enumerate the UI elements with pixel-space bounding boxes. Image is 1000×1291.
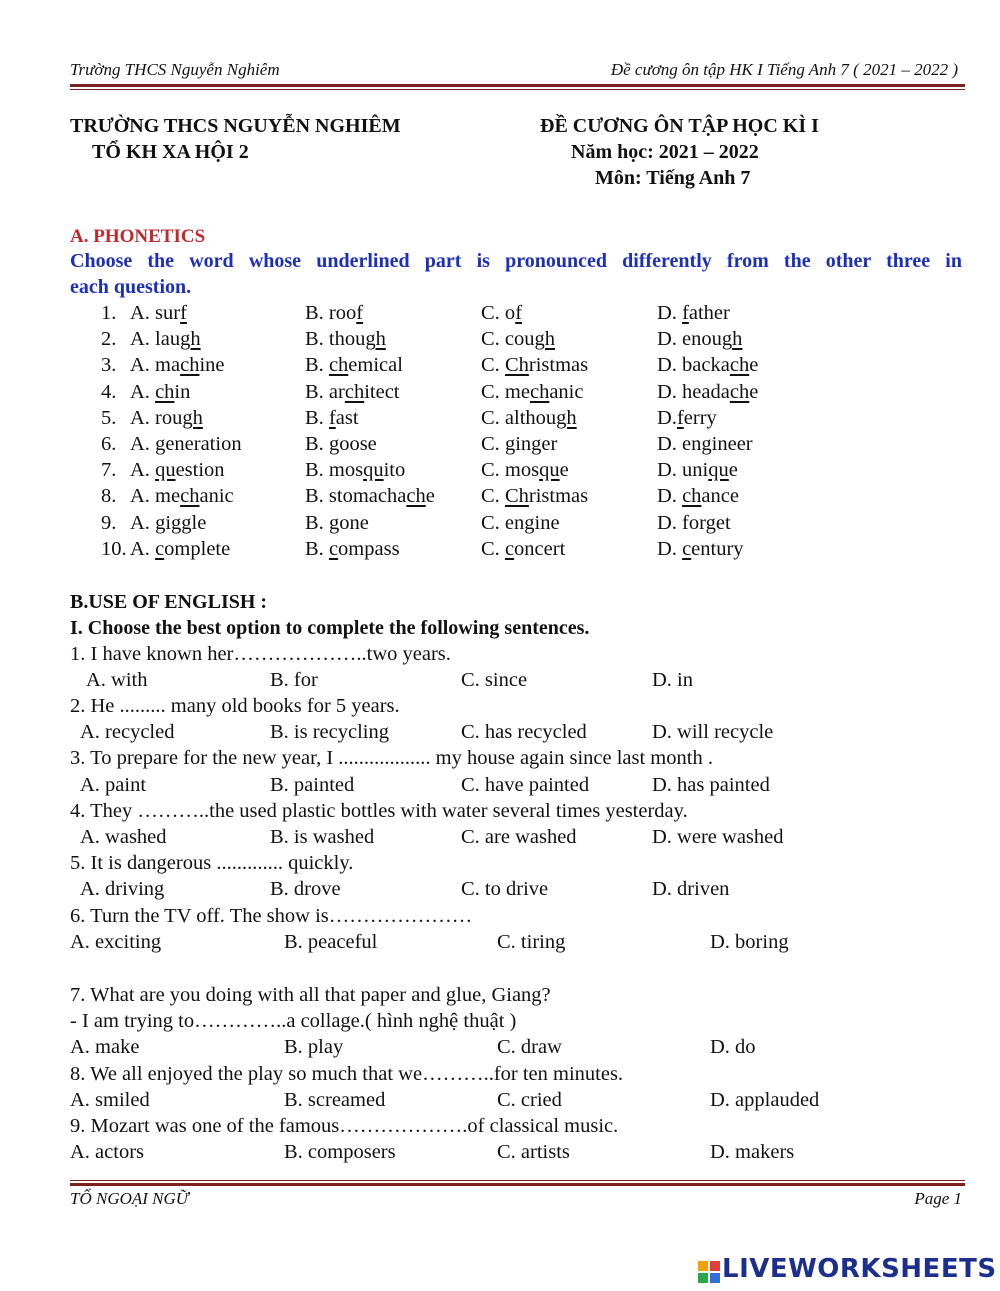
question-text: 9. Mozart was one of the famous……………….of classical music. <box>70 1115 619 1137</box>
phonetics-option: D. forget <box>657 511 731 534</box>
answer-option: D. boring <box>710 931 789 953</box>
underlined-sound: gh <box>180 328 201 351</box>
answer-option: B. screamed <box>284 1089 386 1111</box>
header-rule-thick <box>70 84 965 87</box>
logo-square-red <box>710 1261 720 1271</box>
document-title: ĐỀ CƯƠNG ÔN TẬP HỌC KÌ I <box>540 115 819 137</box>
underlined-sound: qu <box>708 459 729 482</box>
footer-rule-thick <box>70 1183 965 1186</box>
underlined-sound: qu <box>363 459 384 482</box>
question-text: 1. I have known her………………..two years. <box>70 643 451 665</box>
english-heading: B.USE OF ENGLISH : <box>70 591 268 613</box>
phonetics-option: B. stomachache <box>305 485 435 508</box>
department-name: TỔ KH XA HỘI 2 <box>92 141 249 163</box>
underlined-sound: ch <box>406 485 426 508</box>
answer-option: B. is washed <box>270 826 375 848</box>
phonetics-question-number: 5. <box>101 406 117 429</box>
question-text: 8. We all enjoyed the play so much that we………..for ten minutes. <box>70 1063 624 1085</box>
footer-page-number: Page 1 <box>914 1189 962 1208</box>
underlined-sound: ch <box>729 354 750 377</box>
phonetics-option: C. engine <box>481 511 560 534</box>
school-year: Năm học: 2021 – 2022 <box>571 141 759 163</box>
answer-option: A. driving <box>80 878 165 900</box>
phonetics-option: D. unique <box>657 459 738 482</box>
underlined-sound: g <box>705 511 716 534</box>
question-text: 6. Turn the TV off. The show is………………… <box>70 905 473 927</box>
phonetics-option: B. gone <box>305 511 369 534</box>
underlined-sound: g <box>701 433 712 455</box>
underlined-sound: ch <box>729 380 750 403</box>
underlined-sound: f <box>515 302 523 324</box>
phonetics-option: A. generation <box>130 433 242 455</box>
phonetics-option: B. architect <box>305 380 400 403</box>
answer-option: A. with <box>86 669 148 691</box>
phonetics-question-number: 9. <box>101 511 117 534</box>
underlined-sound: gh <box>534 328 556 351</box>
phonetics-option: C. Christmas <box>481 485 589 508</box>
answer-option: D. in <box>652 669 693 691</box>
question-text: 2. He ......... many old books for 5 years. <box>70 695 400 717</box>
underlined-sound: c <box>504 537 515 560</box>
answer-option: C. to drive <box>461 878 549 900</box>
underlined-sound: ch <box>682 485 702 508</box>
phonetics-option: C. although <box>481 406 577 429</box>
phonetics-option: D. chance <box>657 485 739 508</box>
answer-option: A. actors <box>70 1141 145 1163</box>
question-text: 7. What are you doing with all that paper and glue, Giang? <box>70 984 551 1006</box>
underlined-sound: qu <box>155 459 176 482</box>
underlined-sound: gh <box>721 328 743 351</box>
logo-square-blue <box>710 1273 720 1283</box>
answer-option: B. drove <box>270 878 341 900</box>
phonetics-question-number: 3. <box>101 354 117 377</box>
phonetics-option: D. century <box>657 537 744 560</box>
phonetics-option: B. chemical <box>305 354 403 377</box>
underlined-sound: g <box>328 511 340 534</box>
phonetics-option: A. rough <box>130 406 203 429</box>
school-name: TRƯỜNG THCS NGUYỄN NGHIÊM <box>70 115 401 137</box>
underlined-sound: f <box>356 302 364 324</box>
answer-option: D. will recycle <box>652 721 774 743</box>
phonetics-option: C. concert <box>481 537 566 560</box>
phonetics-option: A. question <box>130 459 225 482</box>
phonetics-option: A. surf <box>130 302 187 324</box>
liveworksheets-wordmark: LIVEWORKSHEETS <box>722 1254 997 1284</box>
underlined-sound: Ch <box>504 354 529 377</box>
phonetics-instruction-line1: Choose the word whose underlined part is pronounced differently from the other three in <box>70 250 962 272</box>
liveworksheets-logo-icon <box>698 1261 720 1283</box>
underlined-sound: g <box>504 433 516 455</box>
answer-option: C. since <box>461 669 528 691</box>
footer-department: TỔ NGOẠI NGỮ <box>70 1189 189 1208</box>
phonetics-option: C. Christmas <box>481 354 589 377</box>
underlined-sound: f <box>682 302 689 324</box>
answer-option: A. smiled <box>70 1089 150 1111</box>
question-text: 4. They ………..the used plastic bottles with water several times yesterday. <box>70 800 688 822</box>
underlined-sound: c <box>682 537 692 560</box>
phonetics-option: A. chin <box>130 380 191 403</box>
phonetics-option: A. giggle <box>130 511 207 534</box>
phonetics-question-number: 6. <box>101 433 117 455</box>
phonetics-option: B. fast <box>305 406 359 429</box>
answer-option: C. are washed <box>461 826 577 848</box>
english-subheading: I. Choose the best option to complete the following sentences. <box>70 617 590 639</box>
phonetics-option: D.ferry <box>657 406 717 429</box>
answer-option: C. have painted <box>461 774 590 796</box>
underlined-sound: g <box>155 511 166 534</box>
phonetics-option: D. enough <box>657 328 743 351</box>
footer-rule-thin <box>70 1180 965 1181</box>
answer-option: B. peaceful <box>284 931 378 953</box>
phonetics-option: B. goose <box>305 433 377 455</box>
underlined-sound: ch <box>155 380 175 403</box>
phonetics-instruction-line2: each question. <box>70 276 192 298</box>
answer-option: C. has recycled <box>461 721 587 743</box>
header-outline-title: Đề cương ôn tập HK I Tiếng Anh 7 ( 2021 – 2022 ) <box>610 60 958 79</box>
underlined-sound: gh <box>556 406 577 429</box>
answer-option: B. composers <box>284 1141 396 1163</box>
answer-option: D. has painted <box>652 774 770 796</box>
answer-option: C. cried <box>497 1089 562 1111</box>
answer-option: A. recycled <box>80 721 175 743</box>
phonetics-question-number: 1. <box>101 302 117 324</box>
answer-option: B. play <box>284 1036 344 1058</box>
phonetics-question-number: 7. <box>101 459 117 482</box>
answer-option: C. tiring <box>497 931 566 953</box>
underlined-sound: Ch <box>504 485 529 508</box>
answer-option: C. draw <box>497 1036 562 1058</box>
subject: Môn: Tiếng Anh 7 <box>595 167 751 189</box>
underlined-sound: ch <box>344 380 365 403</box>
header-school: Trường THCS Nguyễn Nghiêm <box>70 60 280 79</box>
phonetics-option: C. of <box>481 302 523 324</box>
underlined-sound: g <box>328 433 340 455</box>
phonetics-heading: A. PHONETICS <box>70 226 206 247</box>
phonetics-option: B. mosquito <box>305 459 406 482</box>
answer-option: B. painted <box>270 774 355 796</box>
logo-square-yellow <box>698 1261 708 1271</box>
phonetics-option: B. though <box>305 328 386 351</box>
phonetics-option: C. mosque <box>481 459 569 482</box>
phonetics-option: D. headache <box>657 380 759 403</box>
underlined-sound: qu <box>539 459 560 482</box>
underlined-sound: f <box>328 406 336 429</box>
phonetics-option: D. engineer <box>657 433 753 455</box>
phonetics-option: C. cough <box>481 328 556 351</box>
phonetics-option: D. backache <box>657 354 759 377</box>
phonetics-option: A. machine <box>130 354 225 377</box>
answer-option: D. applauded <box>710 1089 820 1111</box>
phonetics-question-number: 10. <box>101 537 127 560</box>
answer-option: D. makers <box>710 1141 795 1163</box>
underlined-sound: g <box>155 433 166 455</box>
underlined-sound: f <box>676 406 684 429</box>
answer-option: A. exciting <box>70 931 162 953</box>
header-rule-thin <box>70 89 965 90</box>
answer-option: D. were washed <box>652 826 784 848</box>
underlined-sound: g <box>524 511 535 534</box>
phonetics-option: D. father <box>657 302 730 324</box>
answer-option: A. make <box>70 1036 140 1058</box>
answer-option: D. driven <box>652 878 730 900</box>
underlined-sound: c <box>328 537 339 560</box>
question-text: 3. To prepare for the new year, I .................. my house again since last month . <box>70 747 713 769</box>
phonetics-question-number: 2. <box>101 328 117 351</box>
underlined-sound: gh <box>365 328 386 351</box>
answer-option: C. artists <box>497 1141 570 1163</box>
phonetics-option: A. laugh <box>130 328 201 351</box>
phonetics-option: A. complete <box>130 537 231 560</box>
underlined-sound: gh <box>182 406 203 429</box>
phonetics-option: B. roof <box>305 302 364 324</box>
underlined-sound: ch <box>180 485 200 508</box>
underlined-sound: ch <box>529 380 550 403</box>
phonetics-question-number: 8. <box>101 485 117 508</box>
answer-option: D. do <box>710 1036 756 1058</box>
question-response-text: - I am trying to…………..a collage.( hình nghệ thuật ) <box>70 1010 517 1032</box>
underlined-sound: ch <box>180 354 200 377</box>
answer-option: A. washed <box>80 826 167 848</box>
answer-option: B. is recycling <box>270 721 389 743</box>
logo-square-green <box>698 1273 708 1283</box>
question-text: 5. It is dangerous ............. quickly. <box>70 852 354 874</box>
underlined-sound: c <box>155 537 165 560</box>
underlined-sound: f <box>180 302 187 324</box>
phonetics-option: A. mechanic <box>130 485 234 508</box>
answer-option: B. for <box>270 669 318 691</box>
phonetics-question-number: 4. <box>101 380 117 403</box>
phonetics-option: C. ginger <box>481 433 558 455</box>
phonetics-option: B. compass <box>305 537 400 560</box>
phonetics-option: C. mechanic <box>481 380 584 403</box>
answer-option: A. paint <box>80 774 147 796</box>
underlined-sound: ch <box>328 354 349 377</box>
